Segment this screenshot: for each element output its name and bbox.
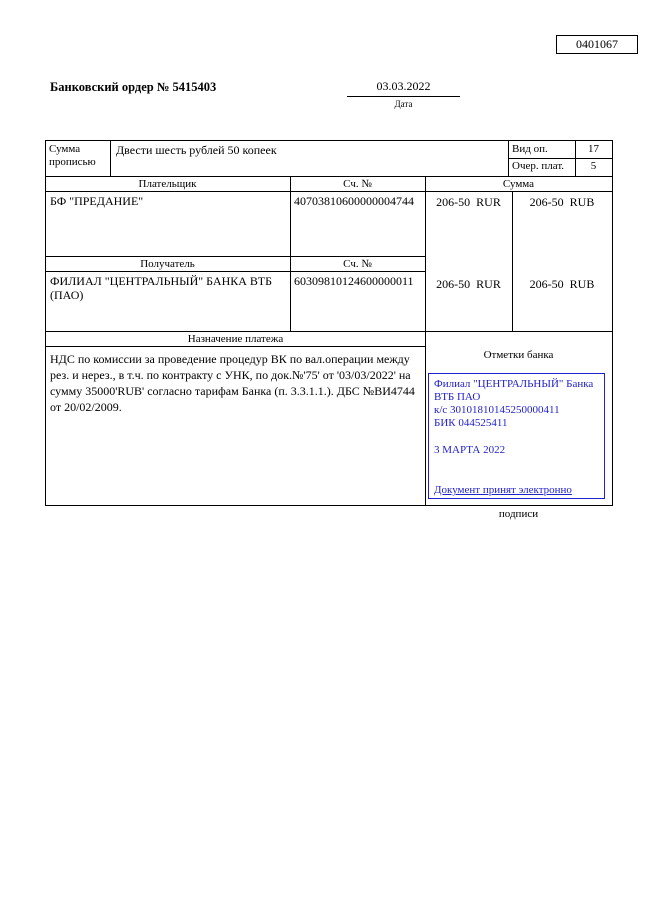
bank-stamp-accepted: Документ принят электронно [434,484,572,496]
column-header-payer: Плательщик [138,178,197,190]
table-border-below-receiver-header [45,271,426,272]
payer-account: 40703810600000004744 [294,194,414,208]
table-border-after-amount-words-label [110,140,111,176]
receiver-account: 60309810124600000011 [294,274,414,288]
signatures-label: подписи [498,508,539,520]
amount-words-label: Сумма прописью [49,143,96,168]
bank-stamp [428,373,605,499]
table-border-optype-split [508,158,613,159]
bank-stamp-bik: БИК 044525411 [434,417,508,429]
table-border-below-purpose-header [45,346,426,347]
payer-name: БФ "ПРЕДАНИЕ" [50,194,144,208]
table-border-above-receiver-header [45,256,426,257]
form-code-box: 0401067 [556,35,638,54]
bank-stamp-date: 3 МАРТА 2022 [434,444,506,456]
column-header-account: Сч. № [343,178,372,190]
table-border-right [612,140,613,505]
payer-sum-rur: 206-50 RUR [436,195,501,209]
bank-marks-header: Отметки банка [483,349,554,361]
table-border-above-purpose [45,331,613,332]
op-type-label: Вид оп. [512,143,548,155]
receiver-account-header-label: Сч. № [343,258,372,270]
amount-words-value: Двести шесть рублей 50 копеек [116,143,277,157]
table-border-top [45,140,613,141]
table-border-left [45,140,46,505]
payment-order-value: 5 [590,160,597,172]
table-border-sum-divider [512,191,513,331]
receiver-sum-rub: 206-50 RUB [529,277,595,291]
purpose-header: Назначение платежа [187,333,284,345]
bank-stamp-corr-account: к/с 30101810145250000411 [434,404,560,416]
payment-order-label: Очер. плат. [512,160,565,172]
table-border-bottom [45,505,613,506]
document-title: Банковский ордер № 5415403 [50,80,217,94]
table-border-below-column-headers [45,191,613,192]
receiver-header-label: Получатель [140,258,195,270]
table-border-below-amount-words [45,176,613,177]
bank-stamp-name: Филиал "ЦЕНТРАЛЬНЫЙ" Банка ВТБ ПАО [434,378,594,403]
table-border-before-optype [508,140,509,176]
receiver-sum-rur: 206-50 RUR [436,277,501,291]
table-border-after-payer [290,176,291,331]
op-type-value: 17 [588,143,599,155]
date-value: 03.03.2022 [347,79,460,97]
column-header-sum: Сумма [502,178,535,190]
purpose-text: НДС по комиссии за проведение процедур ВК по вал.операции между рез. и нерез., в т.ч. по контракту с УНК, по док.№'75' от '03/03/2022' на сумму 35000'RUB' согласно тарифам Банка (п. 3.3.1.1.). ДБС №ВИ4744 от 20/02/2009. [50,352,418,414]
receiver-name: ФИЛИАЛ "ЦЕНТРАЛЬНЫЙ" БАНКА ВТБ (ПАО) [50,274,275,302]
payer-sum-rub: 206-50 RUB [529,195,595,209]
date-label: Дата [394,99,413,109]
